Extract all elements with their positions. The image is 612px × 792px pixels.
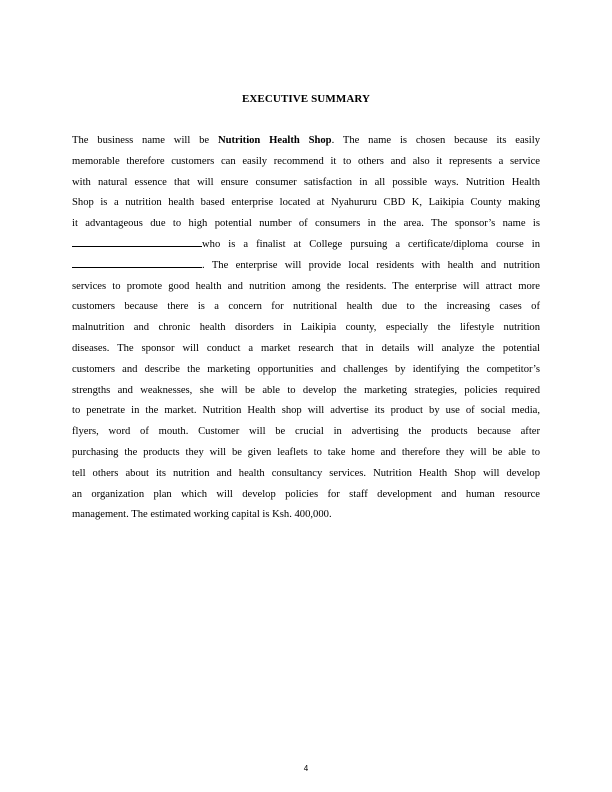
line-text: . The enterprise will provide local residents with health and nutrition	[202, 259, 540, 271]
paragraph-line: services to promote good health and nutrition among the residents. The enterprise will attract more	[72, 280, 540, 292]
paragraph-line	[72, 256, 540, 277]
business-name: Nutrition Health Shop	[217, 135, 332, 146]
paragraph-line: management. The estimated working capital is Ksh. 400,000.	[72, 509, 332, 521]
summary-paragraph	[72, 131, 540, 526]
paragraph-line: with natural essence that will ensure consumer satisfaction in all possible ways. Nutrition Health	[72, 176, 540, 188]
section-title: EXECUTIVE SUMMARY	[241, 93, 371, 105]
line-text: The business name will be	[72, 135, 218, 146]
paragraph-line	[72, 131, 540, 152]
paragraph-line: an organization plan which will develop policies for staff development and human resource	[72, 488, 540, 500]
paragraph-line: flyers, word of mouth. Customer will be crucial in advertising the products because after	[72, 426, 540, 438]
paragraph-line: Shop is a nutrition health based enterprise located at Nyahururu CBD K, Laikipia County making	[72, 197, 540, 209]
paragraph-line: customers because there is a concern for nutritional health due to the increasing cases of	[72, 301, 540, 313]
paragraph-line: it advantageous due to high potential number of consumers in the area. The sponsor’s name is	[72, 218, 540, 230]
course-name-blank	[72, 256, 202, 268]
paragraph-line: to penetrate in the market. Nutrition Health shop will advertise its product by use of social media,	[72, 405, 540, 417]
paragraph-line	[72, 235, 540, 256]
paragraph-line: strengths and weaknesses, she will be able to develop the marketing strategies, policies required	[72, 384, 540, 396]
paragraph-line: diseases. The sponsor will conduct a market research that in details will analyze the potential	[72, 342, 540, 354]
paragraph-line: purchasing the products they will be given leaflets to take home and therefore they will be able to	[72, 446, 540, 458]
paragraph-line: tell others about its nutrition and health consultancy services. Nutrition Health Shop will develop	[72, 467, 540, 479]
paragraph-line: malnutrition and chronic health disorders in Laikipia county, especially the lifestyle nutrition	[72, 322, 540, 334]
paragraph-line: customers and describe the marketing opportunities and challenges by identifying the competitor’s	[72, 363, 540, 375]
sponsor-name-blank	[72, 235, 202, 247]
line-text: . The name is chosen because its easily	[331, 135, 540, 146]
line-text: who is a finalist at College pursuing a certificate/diploma course in	[202, 238, 540, 250]
paragraph-line: memorable therefore customers can easily recommend it to others and also it represents a service	[72, 155, 540, 167]
page-number: 4	[303, 764, 309, 773]
